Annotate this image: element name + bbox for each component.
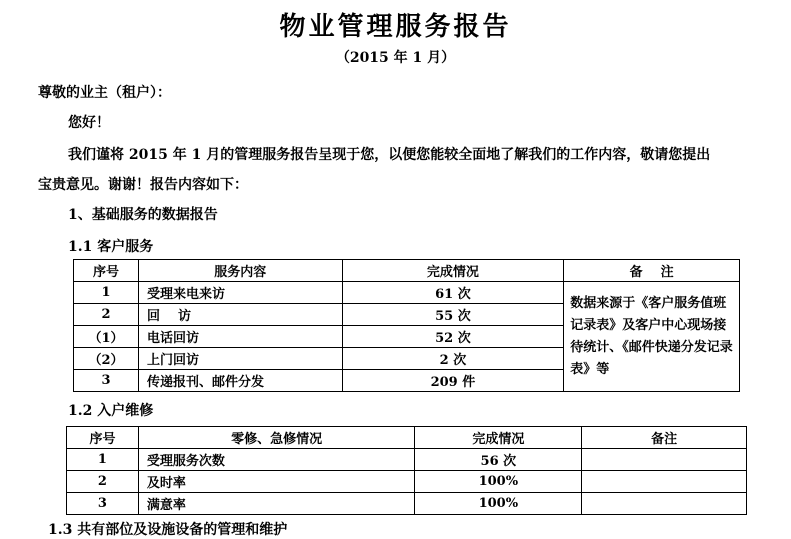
column-header: 备注 <box>582 427 747 449</box>
table-row <box>67 493 747 515</box>
remarks-cell <box>582 449 747 471</box>
column-header: 完成情况 <box>415 427 582 449</box>
completion-count: 61 次 <box>342 282 564 304</box>
greeting: 您好！ <box>68 115 110 131</box>
completion-count: 55 次 <box>342 304 564 326</box>
intro-paragraph-line1: 我们谨将 2015 年 1 月的管理服务报告呈现于您，以便您能较全面地了解我们的工作内容，敬请您提出 <box>68 147 711 163</box>
row-number: 2 <box>67 471 139 493</box>
row-number: （1） <box>74 326 139 348</box>
service-item: 回 访 <box>138 304 342 326</box>
section-heading-1-3: 1.3 共有部位及设施设备的管理和维护 <box>48 522 288 538</box>
row-number: 3 <box>74 370 139 392</box>
column-header: 备 注 <box>564 260 740 282</box>
column-header: 零修、急修情况 <box>138 427 415 449</box>
completion-count: 209 件 <box>342 370 564 392</box>
row-number: 1 <box>67 449 139 471</box>
table-row <box>67 471 747 493</box>
intro-paragraph-line2: 宝贵意见。谢谢！报告内容如下： <box>38 177 248 193</box>
row-number: 1 <box>74 282 139 304</box>
repair-item: 满意率 <box>138 493 415 515</box>
table-header-row <box>67 427 747 449</box>
table-row <box>67 449 747 471</box>
report-period: （2015 年 1 月） <box>335 50 456 66</box>
section-heading-1-2: 1.2 入户维修 <box>68 403 154 419</box>
section-heading-1-1: 1.1 客户服务 <box>68 239 154 255</box>
column-header: 服务内容 <box>138 260 342 282</box>
table-row <box>74 282 740 304</box>
completion-value: 100% <box>415 471 582 493</box>
row-number: 3 <box>67 493 139 515</box>
page-title: 物业管理服务报告 <box>279 12 512 42</box>
completion-value: 56 次 <box>415 449 582 471</box>
repair-table <box>66 426 747 515</box>
column-header: 序号 <box>67 427 139 449</box>
service-item: 电话回访 <box>138 326 342 348</box>
repair-item: 及时率 <box>138 471 415 493</box>
service-item: 受理来电来访 <box>138 282 342 304</box>
table-header-row <box>74 260 740 282</box>
column-header: 序号 <box>74 260 139 282</box>
section-heading-1: 1、基础服务的数据报告 <box>68 207 218 223</box>
service-item: 传递报刊、邮件分发 <box>138 370 342 392</box>
remarks-cell <box>582 493 747 515</box>
completion-value: 100% <box>415 493 582 515</box>
completion-count: 2 次 <box>342 348 564 370</box>
row-number: （2） <box>74 348 139 370</box>
service-item: 上门回访 <box>138 348 342 370</box>
row-number: 2 <box>74 304 139 326</box>
salutation: 尊敬的业主（租户）： <box>38 85 171 101</box>
remarks-cell: 数据来源于《客户服务值班记录表》及客户中心现场接待统计、《邮件快递分发记录表》等 <box>564 282 740 392</box>
customer-service-table <box>73 259 740 392</box>
repair-item: 受理服务次数 <box>138 449 415 471</box>
remarks-cell <box>582 471 747 493</box>
completion-count: 52 次 <box>342 326 564 348</box>
column-header: 完成情况 <box>342 260 564 282</box>
